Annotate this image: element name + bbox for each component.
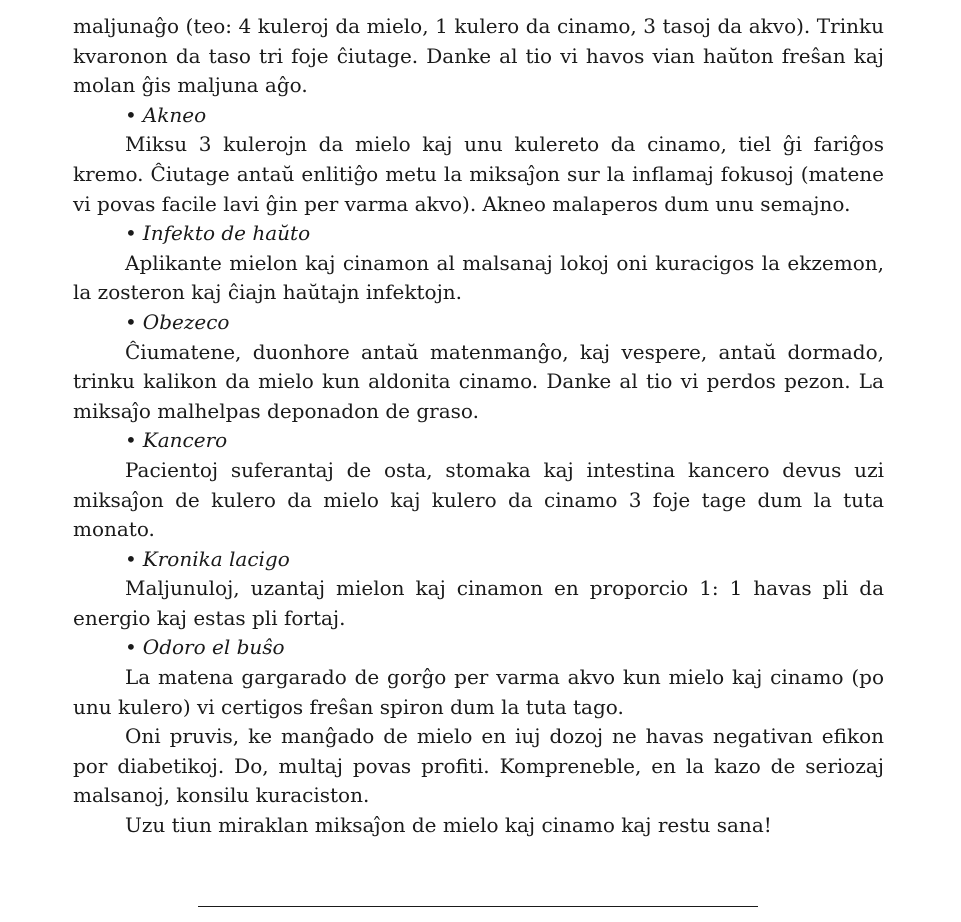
section-heading <box>73 426 884 456</box>
section-title: Odoro el buŝo <box>142 635 285 660</box>
section-heading <box>73 545 884 575</box>
section-title: Kancero <box>142 428 228 453</box>
section-kronika-lacigo <box>73 545 884 634</box>
bullet-icon: • <box>125 309 137 334</box>
bullet-icon: • <box>125 546 137 571</box>
bullet-icon: • <box>125 221 137 246</box>
section-text: Pacientoj suferantaj de osta, stomaka kaj intestina kancero devus uzi miksaĵon de kulero da mielo kaj kulero da cinamo 3 foje tage dum la tuta monato. <box>73 457 884 542</box>
section-heading <box>73 101 884 131</box>
document-page <box>73 12 884 841</box>
bullet-icon: • <box>125 428 137 453</box>
section-title: Akneo <box>142 102 207 127</box>
section-title: Kronika lacigo <box>142 546 290 571</box>
closing-paragraph: Oni pruvis, ke manĝado de mielo en iuj dozoj ne havas negativan efikon por diabetikoj. Do, multaj povas profiti. Kompreneble, en la kazo de seriozaj malsanoj, konsilu kuraciston. <box>73 724 884 808</box>
intro-paragraph: maljunaĝo (teo: 4 kuleroj da mielo, 1 kulero da cinamo, 3 tasoj da akvo). Trinku kvaronon da taso tri foje ĉiutage. Danke al tio vi havos vian haŭton freŝan kaj molan ĝis maljuna aĝo. <box>73 14 884 98</box>
closing-paragraph: Uzu tiun miraklan miksaĵon de mielo kaj cinamo kaj restu sana! <box>125 813 772 838</box>
bullet-icon: • <box>125 635 137 660</box>
section-text: Ĉiumatene, duonhore antaŭ matenmanĝo, kaj vespere, antaŭ dormado, trinku kalikon da mielo kun aldonita cinamo. Danke al tio vi perdos pezon. La miksaĵo malhelpas deponadon de graso. <box>73 339 884 423</box>
section-infekto <box>73 219 884 308</box>
footnote-separator <box>198 906 758 907</box>
section-obezeco <box>73 308 884 426</box>
section-text: Miksu 3 kulerojn da mielo kaj unu kulereto da cinamo, tiel ĝi fariĝos kremo. Ĉiutage antaŭ enlitiĝo metu la miksaĵon sur la inflamaj fokusoj (matene vi povas facile lavi ĝin per varma akvo). Akneo malaperos dum unu semajno. <box>73 132 884 216</box>
bullet-icon: • <box>125 102 137 127</box>
section-heading <box>73 308 884 338</box>
section-heading <box>73 633 884 663</box>
section-title: Obezeco <box>142 309 230 334</box>
section-text: Maljunuloj, uzantaj mielon kaj cinamon en proporcio 1: 1 havas pli da energio kaj estas pli fortaj. <box>73 576 884 630</box>
section-text: Aplikante mielon kaj cinamon al malsanaj lokoj oni kuracigos la ekzemon, la zosteron kaj ĉiajn haŭtajn infektojn. <box>73 250 884 305</box>
section-odoro <box>73 633 884 722</box>
section-text: La matena gargarado de gorĝo per varma akvo kun mielo kaj cinamo (po unu kulero) vi certigos freŝan spiron dum la tuta tago. <box>73 665 884 719</box>
section-kancero <box>73 426 884 544</box>
section-akneo <box>73 101 884 219</box>
section-title: Infekto de haŭto <box>142 221 311 246</box>
section-heading <box>73 219 884 249</box>
